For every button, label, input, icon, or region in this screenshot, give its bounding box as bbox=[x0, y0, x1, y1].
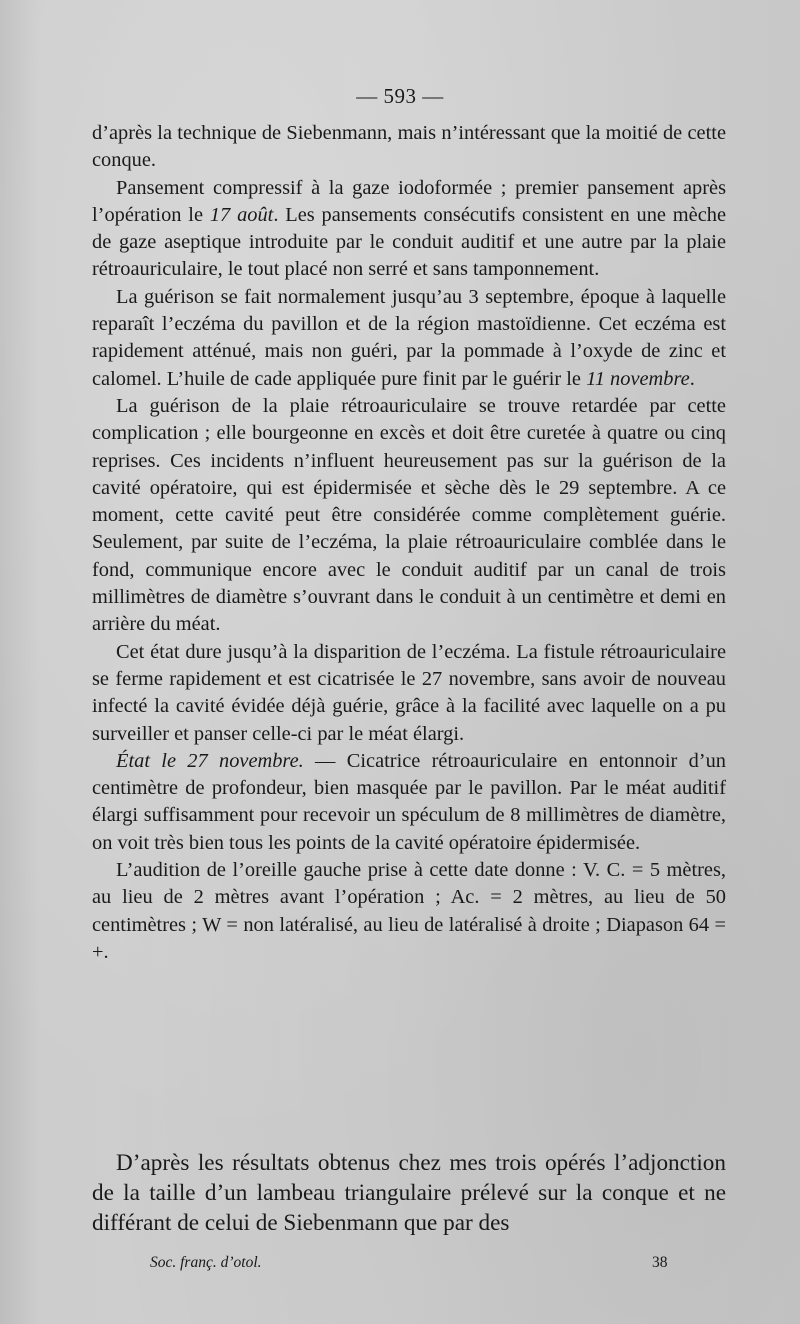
paragraph bbox=[92, 639, 726, 748]
paragraph bbox=[92, 748, 726, 857]
body-text bbox=[92, 120, 726, 966]
italic-segment: État le 27 novembre. bbox=[116, 749, 304, 772]
final-section bbox=[92, 1148, 726, 1238]
paragraph bbox=[92, 393, 726, 639]
text-segment: . Les pansements consécutifs consistent en une mèche de gaze aseptique introduite par le conduit auditif et une autre par la plaie rétroauriculaire, le tout placé non serré et sans tamponnement. bbox=[92, 203, 726, 281]
text-segment: Pansement compressif à la gaze iodoformée ; premier pansement après l’opération le bbox=[92, 176, 726, 226]
italic-segment: 17 août bbox=[209, 203, 274, 226]
italic-segment: 11 novembre bbox=[586, 367, 690, 390]
paragraph bbox=[92, 120, 726, 175]
text-segment: L’audition de l’oreille gauche prise à cette date donne : V. C. = 5 mètres, au lieu de 2 mètres avant l’opération ; Ac. = 2 mètres, au lieu de 50 centimètres ; W = non latéralisé, au lieu de latéralisé à droite ; Diapason 64 = +. bbox=[92, 859, 726, 963]
text-segment: La guérison se fait normalement jusqu’au 3 septembre, époque à laquelle reparaît l’eczéma du pavillon et de la région mastoïdienne. Cet eczéma est rapidement atténué, mais non guéri, par la pommade à l’oxyde de zinc et calomel. L’huile de cade appliquée pure finit par le guérir le bbox=[92, 285, 726, 390]
footer-journal: Soc. franç. d’otol. bbox=[150, 1254, 262, 1271]
text-segment: La guérison de la plaie rétroauriculaire se trouve retardée par cette complication ; elle bourgeonne en excès et doit être curetée à quatre ou cinq reprises. Ces incidents n’influent heureusement pas sur la guérison de la cavité opératoire, qui est épidermisée et sèche dès le 29 septembre. A ce moment, cette cavité peut être considérée comme complètement guérie. Seulement, par suite de l’eczéma, la plaie rétroauriculaire comblée dans le fond, communique encore avec le conduit auditif par un canal de trois millimètres de diamètre s’ouvrant dans le conduit à un centimètre et demi en arrière du méat. bbox=[92, 394, 726, 636]
text-segment: . bbox=[689, 367, 695, 390]
text-segment: — Cicatrice rétroauriculaire en entonnoir d’un centimètre de profondeur, bien masquée par le pavillon. Par le méat auditif élargi suffisamment pour recevoir un spéculum de 8 millimètres de diamètre, on voit très bien tous les points de la cavité opératoire épidermisée. bbox=[92, 749, 726, 854]
paragraph bbox=[92, 857, 726, 966]
page-number: — 593 — bbox=[356, 84, 444, 108]
text-segment: d’après la technique de Siebenmann, mais n’intéressant que la moitié de cette conque. bbox=[92, 122, 726, 172]
final-paragraph: D’après les résultats obtenus chez mes trois opérés l’adjonction de la taille d’un lambeau triangulaire prélevé sur la conque et ne différant de celui de Siebenmann que par des bbox=[92, 1150, 726, 1236]
paragraph bbox=[92, 284, 726, 393]
footer-signature: 38 bbox=[652, 1254, 668, 1271]
paragraph bbox=[92, 175, 726, 284]
text-segment: Cet état dure jusqu’à la disparition de l’eczéma. La fistule rétroauriculaire se ferme rapidement et est cicatrisée le 27 novembre, sans avoir de nouveau infecté la cavité évidée déjà guérie, grâce à la facilité avec laquelle on a pu surveiller et panser celle-ci par le méat élargi. bbox=[92, 640, 726, 745]
